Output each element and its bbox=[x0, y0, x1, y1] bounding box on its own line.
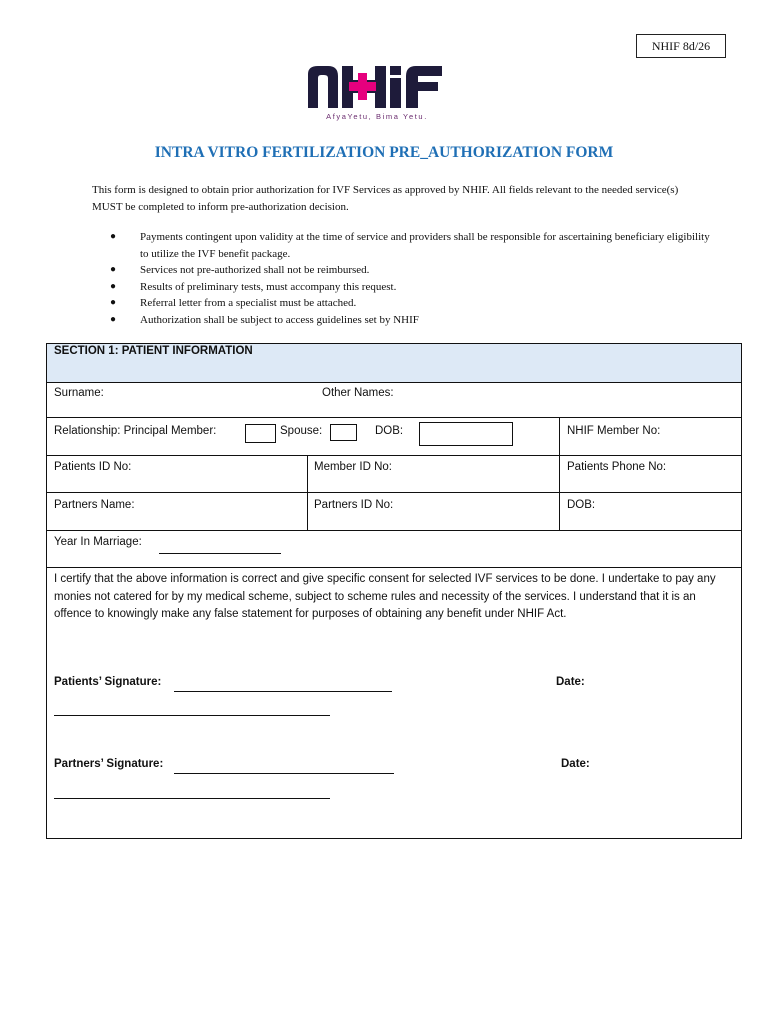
patients-signature-field[interactable] bbox=[174, 691, 392, 692]
certification-section bbox=[47, 568, 741, 838]
bullet-icon: ● bbox=[110, 297, 117, 308]
patients-date-field[interactable] bbox=[54, 715, 330, 716]
other-names-label: Other Names: bbox=[322, 387, 394, 399]
list-item-text: Authorization shall be subject to access guidelines set by NHIF bbox=[140, 313, 419, 326]
partners-id-no-label: Partners ID No: bbox=[314, 499, 394, 511]
spouse-checkbox[interactable] bbox=[330, 424, 357, 441]
year-in-marriage-label: Year In Marriage: bbox=[54, 536, 142, 548]
list-item bbox=[110, 312, 710, 329]
principal-member-checkbox[interactable] bbox=[245, 424, 276, 443]
list-item-text: Services not pre-authorized shall not be reimbursed. bbox=[140, 264, 370, 276]
list-item bbox=[110, 295, 710, 312]
partners-name-label: Partners Name: bbox=[54, 499, 135, 511]
form-code-label: NHIF 8d/26 bbox=[636, 34, 726, 58]
surname-label: Surname: bbox=[54, 387, 104, 399]
relationship-row bbox=[47, 418, 741, 456]
column-divider bbox=[307, 493, 308, 530]
dob-label: DOB: bbox=[375, 425, 404, 437]
relationship-label: Relationship: Principal Member: bbox=[54, 425, 217, 437]
bullet-icon: ● bbox=[110, 280, 117, 292]
patients-id-no-label: Patients ID No: bbox=[54, 461, 132, 473]
partner-row bbox=[47, 493, 741, 531]
marriage-row bbox=[47, 531, 741, 568]
bullet-icon: ● bbox=[110, 264, 117, 275]
logo-tagline: AfyaYetu, Bima Yetu. bbox=[326, 112, 428, 121]
list-item bbox=[110, 279, 710, 296]
column-divider bbox=[307, 456, 308, 492]
list-item-text: Referral letter from a specialist must be attached. bbox=[140, 297, 357, 309]
dob-field[interactable] bbox=[419, 422, 513, 446]
list-item bbox=[110, 262, 710, 279]
list-item-text: Results of preliminary tests, must accompany this request. bbox=[140, 280, 397, 293]
year-in-marriage-field[interactable] bbox=[159, 553, 281, 554]
patient-information-table bbox=[46, 343, 742, 839]
section-header-row bbox=[47, 344, 741, 383]
patient-ids-row bbox=[47, 456, 741, 493]
certification-text: I certify that the above information is correct and give specific consent for selected IVF services to be done. I undertake to pay any monies not catered for by my medical scheme, subject to scheme rules and necessity of the services. I understand that it is an offence to knowingly make any false statement for purposes of obtaining any benefit under NHIF Act. bbox=[54, 573, 716, 620]
patients-date-label: Date: bbox=[556, 676, 585, 688]
partners-signature-label: Partners’ Signature: bbox=[54, 758, 164, 770]
intro-text: This form is designed to obtain prior authorization for IVF Services as approved by NHIF. All fields relevant to the needed service(s) MUST be completed to inform pre-authorization decision. bbox=[92, 184, 679, 213]
list-item-text: Payments contingent upon validity at the time of service and providers shall be responsible for ascertaining beneficiary eligibility to utilize the IVF benefit package. bbox=[140, 231, 710, 260]
member-id-no-label: Member ID No: bbox=[314, 461, 392, 473]
bullet-icon: ● bbox=[110, 313, 117, 325]
names-row bbox=[47, 383, 741, 418]
column-divider bbox=[559, 493, 560, 530]
section-header: SECTION 1: PATIENT INFORMATION bbox=[54, 345, 253, 357]
partners-date-label: Date: bbox=[561, 758, 590, 770]
partners-date-field[interactable] bbox=[54, 798, 330, 799]
column-divider bbox=[559, 418, 560, 455]
column-divider bbox=[559, 456, 560, 492]
requirements-list bbox=[110, 229, 710, 328]
partners-dob-label: DOB: bbox=[567, 499, 596, 511]
nhif-logo-mark bbox=[306, 60, 448, 110]
spouse-label: Spouse: bbox=[280, 425, 323, 437]
bullet-icon: ● bbox=[110, 231, 117, 242]
nhif-member-no-label: NHIF Member No: bbox=[567, 425, 661, 437]
list-item bbox=[110, 229, 710, 262]
patients-phone-no-label: Patients Phone No: bbox=[567, 461, 667, 473]
nhif-logo bbox=[306, 60, 448, 126]
form-title: INTRA VITRO FERTILIZATION PRE_AUTHORIZATION FORM bbox=[154, 144, 614, 161]
patients-signature-label: Patients’ Signature: bbox=[54, 676, 162, 688]
partners-signature-field[interactable] bbox=[174, 773, 394, 774]
